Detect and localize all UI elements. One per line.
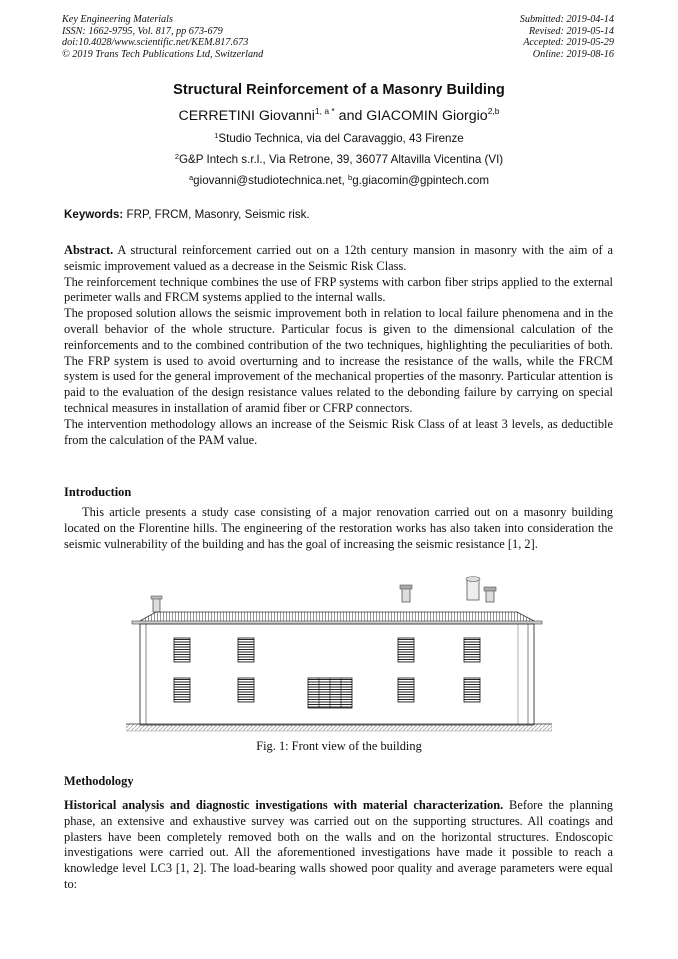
date-revised: Revised: 2019-05-14 <box>528 25 614 37</box>
author-and: and <box>334 108 367 124</box>
paper-title: Structural Reinforcement of a Masonry Building <box>173 82 505 98</box>
methodology-heading: Methodology <box>64 774 134 788</box>
abstract-p2: The reinforcement technique combines the use of FRP systems with carbon fiber strips applied to the external perimeter walls and FRCM systems applied to the internal walls. <box>64 274 613 305</box>
author-line <box>0 106 678 124</box>
email-b: g.giacomin@gpintech.com <box>352 174 489 187</box>
author-2: GIACOMIN Giorgio <box>366 108 488 124</box>
author-emails <box>0 173 678 187</box>
email-b-sup: b <box>348 173 353 182</box>
journal-doi: doi:10.4028/www.scientific.net/KEM.817.673 <box>62 37 249 49</box>
affiliation-2-text: G&P Intech s.r.l., Via Retrone, 39, 36077 Altavilla Vicentina (VI) <box>179 153 504 166</box>
keywords-label: Keywords: <box>64 208 124 221</box>
introduction-paragraph: This article presents a study case consisting of a major renovation carried out on a masonry building located on the Florentine hills. The engineering of the restoration works has also taken into consideration the seismic vulnerability of the building and has the goal of increasing the seismic resistance [1, 2]. <box>64 505 613 551</box>
introduction-heading: Introduction <box>64 485 132 499</box>
abstract <box>64 243 613 448</box>
journal-name: Key Engineering Materials <box>62 14 173 25</box>
date-accepted: Accepted: 2019-05-29 <box>523 37 614 49</box>
journal-copyright: © 2019 Trans Tech Publications Ltd, Switzerland <box>62 48 264 60</box>
figure-caption: Fig. 1: Front view of the building <box>256 739 422 753</box>
abstract-p4: The intervention methodology allows an increase of the Seismic Risk Class of at least 3 levels, as deductible from the calculation of the PAM value. <box>64 416 613 447</box>
eave <box>132 621 542 624</box>
building-front-view-drawing <box>126 576 552 734</box>
email-a-sup: a <box>189 173 194 182</box>
affiliation-1 <box>0 131 678 145</box>
affiliation-2-sup: 2 <box>174 152 179 161</box>
ground <box>126 724 552 731</box>
methodology-text <box>64 798 613 893</box>
keywords <box>64 208 310 221</box>
email-a: giovanni@studiotechnica.net, <box>193 174 349 187</box>
journal-info <box>62 14 263 60</box>
submission-dates <box>520 14 614 60</box>
main-door <box>308 678 352 708</box>
methodology-subheading: Historical analysis and diagnostic investigations with material characterization. <box>64 798 504 812</box>
affiliation-2 <box>0 152 678 166</box>
chimney-group <box>151 577 496 613</box>
methodology-paragraph <box>64 798 613 893</box>
journal-issn: ISSN: 1662-9795, Vol. 817, pp 673-679 <box>62 25 223 37</box>
methodology-paragraph-text: Before the planning phase, an extensive and exhaustive survey was carried out on the supporting structures. All coatings and plasters have been completely removed both on the walls and on the horizontal structures. Endoscopic investigations were carried out. All the aforementioned investigations have made it possible to reach a knowledge level LC3 [1, 2]. The load-bearing walls showed poor quality and average parameters were equal to: <box>64 798 613 891</box>
author-2-sup: 2,b <box>487 106 500 116</box>
affiliation-1-text: Studio Technica, via del Caravaggio, 43 Firenze <box>218 132 464 145</box>
affiliation-1-sup: 1 <box>214 131 219 140</box>
date-submitted: Submitted: 2019-04-14 <box>519 14 614 25</box>
keywords-text: FRP, FRCM, Masonry, Seismic risk. <box>123 208 310 221</box>
author-1-sup: 1, a * <box>314 106 335 116</box>
abstract-p1 <box>64 243 613 275</box>
abstract-p3: The proposed solution allows the seismic improvement both in relation to local failure phenomena and in the overall behavior of the whole structure. Particular focus is given to the dimensional calculation of the reinforcements and to the combined contribution of the two techniques, highlighting the peculiarities of both. The FRP system is used to avoid overturning and to increase the resistance of the walls, while the FRCM system is used for the general improvement of the mechanical properties of the masonry. Particular attention is paid to the evaluation of the design resistance values related to the debonding failure by carrying on special technical measures in installation of aramid fiber or CFRP connectors. <box>64 306 613 415</box>
roof <box>138 612 536 622</box>
introduction-text <box>64 505 613 552</box>
abstract-p1-text: A structural reinforcement carried out on a 12th century mansion in masonry with the aim of a seismic improvement valued as a decrease in the Seismic Risk Class. <box>64 243 613 273</box>
author-1: CERRETINI Giovanni <box>178 108 315 124</box>
date-online: Online: 2019-08-16 <box>532 48 614 60</box>
abstract-label: Abstract. <box>64 243 114 257</box>
